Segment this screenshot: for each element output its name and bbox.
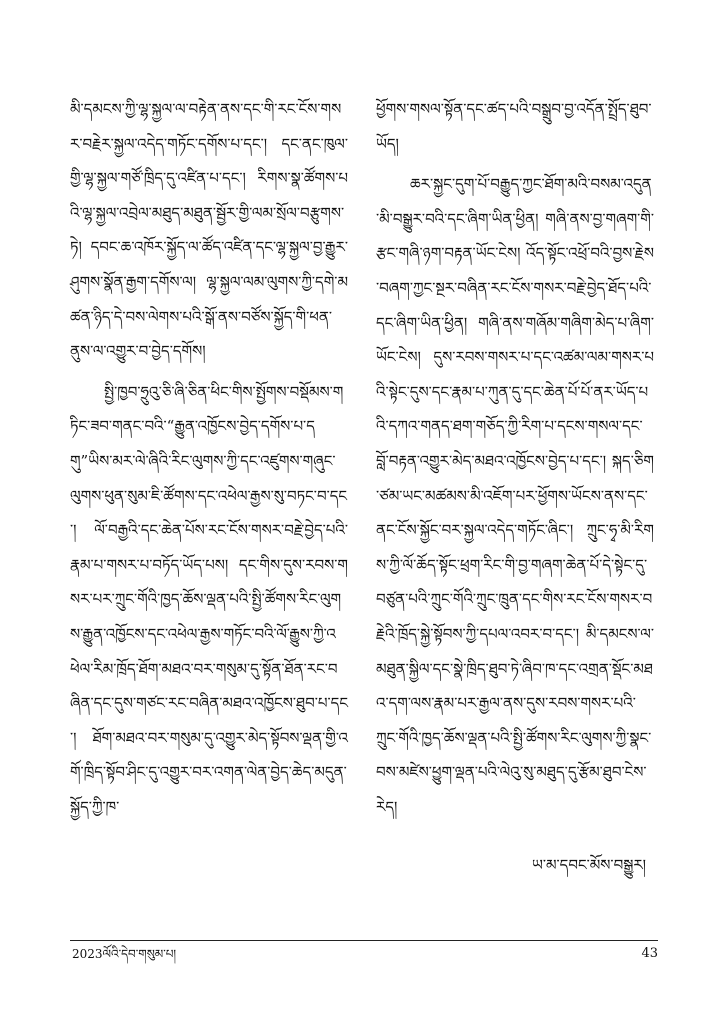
body-paragraph: ཕྱོགས་གསལ་སྟོན་དང་ཚད་པའི་བསྒྲུབ་བྱ་འདོན་སྤྲོད་ཐུབ་ཡོད། — [376, 100, 652, 153]
body-paragraph: མི་དམངས་ཀྱི་ལྷ་སྐྱལ་ལ་བརྟེན་ནས་དང་གི་རང་ངོས་གསར་བརྗེར་སྐྱལ་འདེད་གཏོང་དགོས་པ་དང་། དང་ནང་ཁུལ་གྱི་ལྷ་སྐྱལ་གཙོ་ཁྲིད་དུ་འཛིན་པ་དང་། རིགས་སྣ་ཚོགས་པའི་ལྷ་སྐྱལ་འབྲེལ་མཐུད་མཐུན་སྦྱོར་གྱི་ལམ་སྲོལ་བརྩུགས་ཏེ། དབང་ཆ་འཁོར་སྐྱོད་ལ་ཚོད་འཛིན་དང་ལྷ་སྐྱལ་བྱ་རྒྱུར་ཤུགས་སྣོན་རྒྱག་དགོས་ལ། ལྷ་སྐྱལ་ལམ་ལུགས་ཀྱི་དགེ་མཚན་ཉིད་དེ་བས་ལེགས་པའི་སྒོ་ནས་བཙོས་སྐྱོད་གི་ཕན་ནུས་ལ་འགྱུར་བ་བྱེད་དགོས། — [70, 100, 348, 361]
footer-divider — [70, 940, 658, 941]
right-column — [376, 92, 654, 830]
left-column — [70, 92, 348, 830]
body-paragraph: ཆར་སྐྱང་དུག་པོ་བརྒྱུད་ཀྱང་ཐོག་མའི་བསམ་འདུན་མི་བསྒྱུར་བའི་དང་ཞིག་ཡིན་ཕྱིན། གཞི་ནས་བྱ་གཞག་གི་རྩང་གཞི་ཉག་བརྟན་ཡོང་ངེས། འོད་སྟོང་འཕྲོ་བའི་བྱས་རྗེས་བཞག་ཀྱང་སྔར་བཞིན་རང་ངོས་གསར་བརྗེ་བྱེད་ཐོད་པའི་དང་ཞིག་ཡིན་ཕྱིན། གཞི་ནས་གཞོམ་གཞིག་མེད་པ་ཞིག་ཡོང་ངེས། དུས་རབས་གསར་པ་དང་འཚམ་ལམ་གསར་པའི་སྟེང་དུས་དང་རྣམ་པ་ཀུན་དུ་དང་ཆེན་པོ་པོ་ནར་ཡོད་པའི་དཀའ་གནད་ཐག་གཅོད་ཀྱི་རིག་པ་དངས་གསལ་དང་བློ་བརྟན་འགྱུར་མེད་མཐའ་འཁྱོངས་བྱེད་པ་དང་། སྐད་ཅིག་ཙམ་ཡང་མཚམས་མི་འཇོག་པར་ཕྱོགས་ཡོངས་ནས་དང་ནང་ངོས་སྐྱོང་བར་སྐྱལ་འདེད་གཏོང་ཞིང་། ཀྲུང་ཧྭ་མི་རིགས་ཀྱི་ལོ་ཆོད་སྟོང་ཕྲག་རིང་གི་བྱ་གཞག་ཆེན་པོ་དེ་སྟེང་དུ་བཙུན་པའི་ཀྲུང་གོའི་ཀྲུང་ཁྲུན་དང་གིས་རང་ངོས་གསར་བརྗེའི་ཁྲོད་སྐྱེ་སྟོབས་ཀྱི་དཔལ་འབར་བ་དང་། མི་དམངས་ལ་མཐུན་སྐྱིལ་དང་སྣེ་ཁྲིད་ཐུབ་ཏེ་ཞིབ་ཁ་དང་འགྲན་སྡོང་མཐའ་དག་ལས་རྣམ་པར་རྒྱལ་ནས་དུས་རབས་གསར་པའི་ཀྲུང་གོའི་ཁྱད་ཆོས་ལྡན་པའི་སྤྱི་ཚོགས་རིང་ལུགས་ཀྱི་སྣང་བས་མཛེས་ཕྱུག་ལྡན་པའི་ལེའུ་སུ་མཐུད་དུ་རྩོམ་ཐུབ་ངེས་རེད། — [376, 175, 654, 816]
page-number: 43 — [641, 946, 658, 961]
footer-issue-label: 2023ལོའི་དེབ་གསུམ་པ། — [72, 947, 177, 961]
body-paragraph: སྤྱི་ཁྱབ་ཧྲུའུ་ཅི་ཞི་ཅིན་ཕིང་གིས་སྤྱོགས་བསྡོམས་གཏིང་ཟབ་གནང་བའི་“རྒྱུན་འཁྱོངས་བྱེད་དགོས་པ་དགུ”ཡིས་མར་ལེ་ཞིའི་རིང་ལུགས་ཀྱི་དང་འཛུགས་གཞུང་ལུགས་ཕུན་སུམ་ཇི་ཚོགས་དང་འཕེལ་རྒྱས་སུ་བཏང་བ་དང་། ལོ་བརྒྱའི་དང་ཆེན་པོས་རང་ངོས་གསར་བརྗེ་བྱེད་པའི་རྣམ་པ་གསར་པ་བཏོད་ཡོད་པས། དང་གིས་དུས་རབས་གསར་པར་ཀྲུང་གོའི་ཁྱད་ཆོས་ལྡན་པའི་སྤྱི་ཚོགས་རིང་ལུགས་རྒྱུན་འཁྱོངས་དང་འཕེལ་རྒྱས་གཏོང་བའི་ལོ་རྒྱུས་ཀྱི་འཕེལ་རིམ་ཁྲོད་ཐོག་མཐའ་བར་གསུམ་དུ་སྟོན་ཐོན་རང་བཞིན་དང་དུས་གཙང་རང་བཞིན་མཐའ་འཁྱོངས་ཐུབ་པ་དང་། ཐོག་མཐའ་བར་གསུམ་དུ་འགྱུར་མེད་སྟོབས་ལྡན་གྱི་འགོ་ཁྲིད་སྟོབ་ཤིང་དུ་འགྱུར་བར་འགན་ལེན་བྱེད་ཆེད་མདུན་སྐྱོད་ཀྱི་ཁ་ — [70, 382, 348, 816]
translator-signature: ཡ་མ་དབང་མོས་བསྒྱུར། — [531, 856, 646, 874]
